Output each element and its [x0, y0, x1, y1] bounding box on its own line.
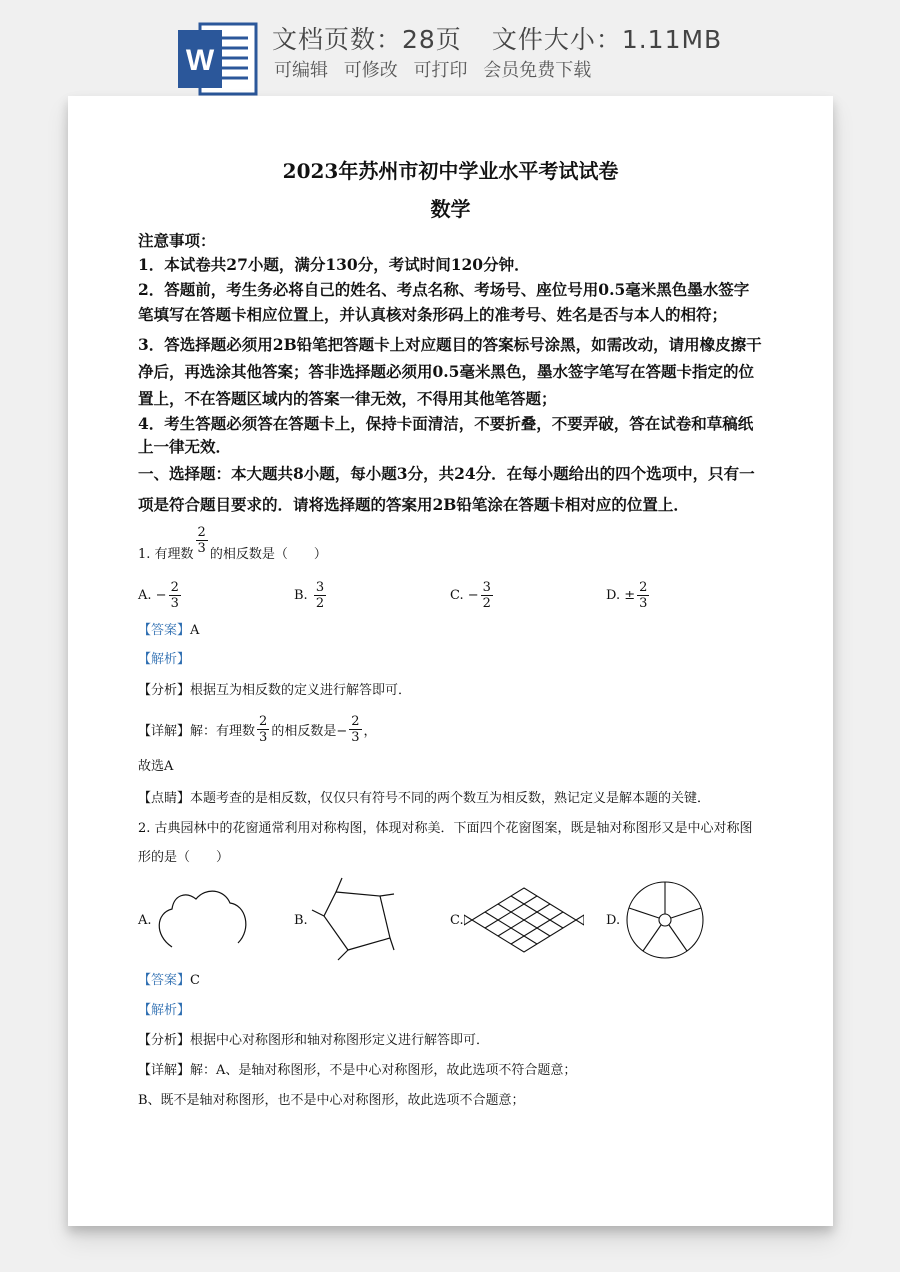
q2-fenxi: 【分析】根据中心对称图形和轴对称图形定义进行解答即可． [138, 1033, 490, 1048]
window-pattern-a-icon [152, 885, 252, 955]
question-1 [138, 524, 763, 814]
word-document-icon [178, 22, 258, 96]
exam-notes [138, 230, 763, 520]
q1-option-b: B. $\frac{3}{2}$ [294, 579, 325, 611]
q2-line-b: B、既不是轴对称图形，也不是中心对称图形，故此选项不合题意； [138, 1093, 525, 1108]
window-pattern-b-icon [308, 876, 398, 964]
window-pattern-c-icon [464, 885, 584, 955]
note-2: 2．答题前，考生务必将自己的姓名、考点名称、考场号、座位号用0.5毫米黑色墨水签字笔填写在答题卡相应位置上，并认真核对条形码上的准考号、姓名是否与本人的相符； [138, 280, 750, 324]
file-size: 文件大小：1.11MB [491, 25, 723, 54]
q1-dianjing: 【点睛】本题考查的是相反数，仅仅只有符号不同的两个数互为相反数，熟记定义是解本题的关键． [138, 791, 711, 806]
q1-fenxi: 【分析】根据互为相反数的定义进行解答即可． [138, 683, 412, 698]
q2-answer: 【答案】C [138, 973, 200, 988]
q1-answer: 【答案】A [138, 623, 200, 638]
notes-heading: 注意事项： [138, 231, 216, 250]
feature-member-download: 会员免费下载 [483, 60, 592, 81]
feature-modifiable: 可修改 [343, 60, 398, 81]
q1-stem: 1. 有理数 $\frac{2}{3}$ 的相反数是（ ） [138, 524, 327, 562]
page-count: 文档页数：28页 [272, 25, 462, 54]
q1-options [138, 574, 763, 616]
q2-analysis-tag: 【解析】 [138, 1003, 191, 1018]
feature-list [274, 56, 601, 82]
note-1: 1．本试卷共27小题，满分130分，考试时间120分钟． [138, 255, 530, 274]
q1-option-a: A. − $\frac{2}{3}$ [138, 579, 179, 611]
exam-subject: 数学 [430, 197, 471, 221]
q2-option-a: A. [138, 885, 294, 955]
q2-option-d: D. [606, 878, 710, 962]
question-2 [138, 814, 763, 1116]
file-info-header [0, 0, 900, 96]
note-3: 3．答选择题必须用2B铅笔把答题卡上对应题目的答案标号涂黑，如需改动，请用橡皮擦干净后，再选涂其他答案；答非选择题必须用0.5毫米黑色，墨水签字笔写在答题卡指定的位置上，不在答题区域内的答案一律无效，不得用其他笔答题； [138, 335, 762, 408]
feature-printable: 可打印 [413, 60, 468, 81]
q1-stem-fraction: $\frac{2}{3}$ [197, 524, 206, 556]
q1-analysis-tag: 【解析】 [138, 652, 191, 667]
note-4: 4．考生答题必须答在答题卡上，保持卡面清洁，不要折叠，不要弄破，答在试卷和草稿纸上一律无效． [138, 414, 754, 456]
q1-guxuan: 故选A [138, 759, 174, 774]
section-1-instructions: 一、选择题：本大题共8小题，每小题3分，共24分．在每小题给出的四个选项中，只有一项是符合题目要求的．请将选择题的答案用2B铅笔涂在答题卡相对应的位置上． [138, 464, 755, 514]
exam-title: 2023年苏州市初中学业水平考试试卷 [282, 159, 619, 183]
document-content [138, 156, 763, 1116]
window-pattern-d-icon [620, 878, 710, 962]
q1-option-d: D. ± $\frac{2}{3}$ [606, 579, 648, 611]
q2-option-c: C. [450, 885, 606, 955]
file-stats [272, 20, 722, 56]
q1-xiangjie: 【详解】 解：有理数 $\frac{2}{3}$ 的相反数是− $\frac{2}{3}$ ， [138, 713, 377, 745]
q2-option-b: B. [294, 876, 450, 964]
q2-options [138, 874, 763, 966]
document-page [68, 96, 833, 1226]
svg-text:W: W [185, 44, 215, 77]
q2-xiangjie: 【详解】解：A、是轴对称图形，不是中心对称图形，故此选项不符合题意； [138, 1063, 577, 1078]
q1-option-c: C. − $\frac{3}{2}$ [450, 579, 491, 611]
q2-stem: 2. 古典园林中的花窗通常利用对称构图，体现对称美．下面四个花窗图案，既是轴对称图形又是中心对称图形的是（ ） [138, 821, 753, 865]
feature-editable: 可编辑 [274, 60, 328, 81]
